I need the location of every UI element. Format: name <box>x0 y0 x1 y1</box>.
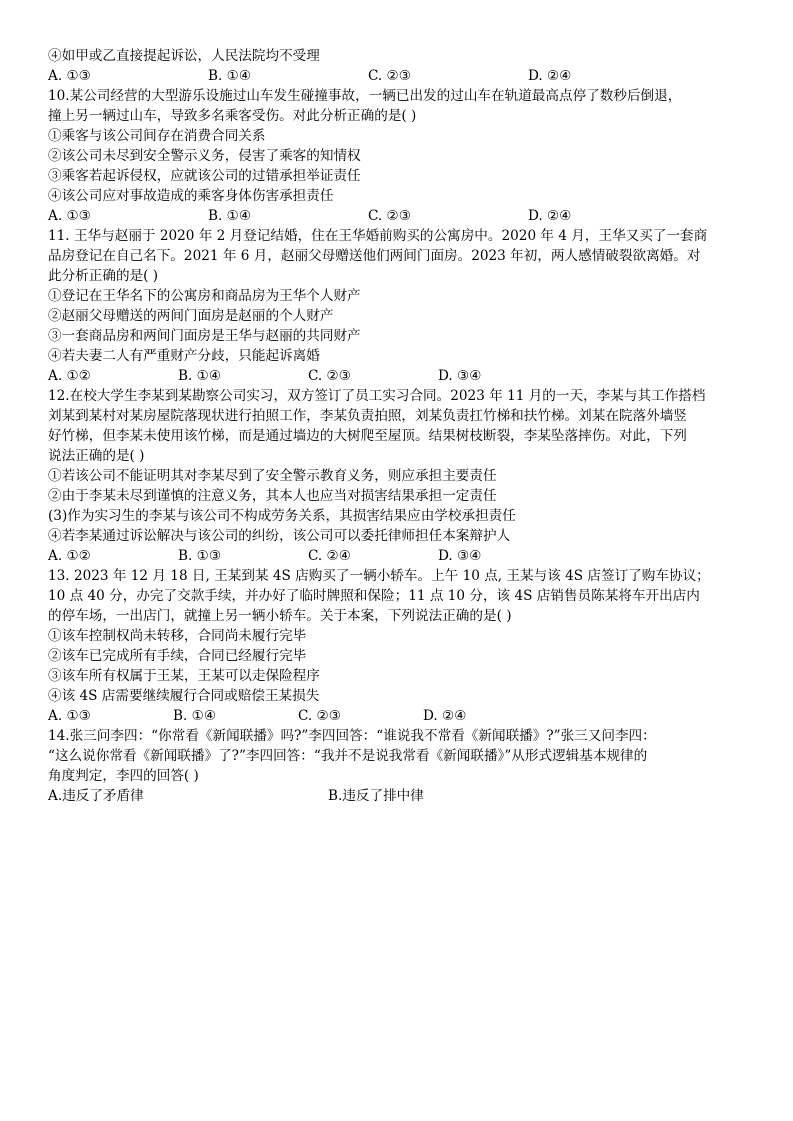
q9-option-a[interactable]: A. ①③ <box>48 68 91 84</box>
q13-options <box>48 706 748 726</box>
q13-stem-line: 的停车场，一出店门，就撞上另一辆小轿车。关于本案，下列说法正确的是( ) <box>48 608 512 624</box>
q11-item: ①登记在王华名下的公寓房和商品房为王华个人财产 <box>48 288 361 304</box>
q12-stem-line: 说法正确的是( ) <box>48 448 145 464</box>
q11-stem-line: 品房登记在自己名下。2021 年 6 月，赵丽父母赠送他们两间门面房。2023 年初，两人感情破裂欲离婚。对 <box>48 248 701 264</box>
q12-option-b[interactable]: B. ①③ <box>178 548 222 564</box>
q9-option-d[interactable]: D. ②④ <box>528 68 572 84</box>
q11-option-d[interactable]: D. ③④ <box>438 368 482 384</box>
q14-stem-line: “这么说你常看《新闻联播》了?”李四回答：“我并不是说我常看《新闻联播》”从形式逻辑基本规律的 <box>48 748 648 764</box>
q13-option-a[interactable]: A. ①③ <box>48 708 91 724</box>
q13-stem-line: 10 点 40 分，办完了交款手续，并办好了临时牌照和保险；11 点 10 分，该 4S 店销售员陈某将车开出店内 <box>48 588 700 604</box>
q10-item: ②该公司未尽到安全警示义务，侵害了乘客的知情权 <box>48 148 361 164</box>
q12-stem-line: 12.在校大学生李某到某勘察公司实习，双方签订了员工实习合同。2023 年 11 月的一天，李某与其工作搭档 <box>48 388 706 404</box>
q13-item: ④该 4S 店需要继续履行合同或赔偿王某损失 <box>48 688 320 704</box>
q14-option-a[interactable]: A.违反了矛盾律 <box>48 788 144 804</box>
q11-stem-line: 此分析正确的是( ) <box>48 268 159 284</box>
q9-option-b[interactable]: B. ①④ <box>208 68 252 84</box>
q10-stem-line: 10.某公司经营的大型游乐设施过山车发生碰撞事故，一辆已出发的过山车在轨道最高点停了数秒后倒退， <box>48 88 682 104</box>
q10-item: ①乘客与该公司间存在消费合同关系 <box>48 128 266 144</box>
q13-option-c[interactable]: C. ②③ <box>298 708 341 724</box>
q10-option-a[interactable]: A. ①③ <box>48 208 91 224</box>
q9-option-c[interactable]: C. ②③ <box>368 68 411 84</box>
q14-options <box>48 786 748 806</box>
q11-item: ③一套商品房和两间门面房是王华与赵丽的共同财产 <box>48 328 361 344</box>
q10-stem-line: 撞上另一辆过山车，导致多名乘客受伤。对此分析正确的是( ) <box>48 108 417 124</box>
q12-stem-line: 刘某到某村对某房屋院落现状进行拍照工作，李某负责拍照，刘某负责扛竹梯和扶竹梯。刘某在院落外墙竖 <box>48 408 687 424</box>
q13-option-d[interactable]: D. ②④ <box>423 708 467 724</box>
q13-stem-line: 13. 2023 年 12 月 18 日, 王某到某 4S 店购买了一辆小轿车。上午 10 点, 王某与该 4S 店签订了购车协议； <box>48 568 710 584</box>
q10-options <box>48 206 748 226</box>
q11-option-a[interactable]: A. ①② <box>48 368 91 384</box>
q12-options <box>48 546 748 566</box>
q9-options <box>48 66 748 86</box>
q12-option-d[interactable]: D. ③④ <box>438 548 482 564</box>
q14-stem-line: 角度判定，李四的回答( ) <box>48 768 199 784</box>
q13-option-b[interactable]: B. ①④ <box>173 708 217 724</box>
q12-item: (3)作为实习生的李某与该公司不构成劳务关系，其损害结果应由学校承担责任 <box>48 508 516 524</box>
q13-item: ③该车所有权属于王某，王某可以走保险程序 <box>48 668 320 684</box>
q9-item-4: ④如甲或乙直接提起诉讼，人民法院均不受理 <box>48 48 320 64</box>
q12-item: ④若李某通过诉讼解决与该公司的纠纷，该公司可以委托律师担任本案辩护人 <box>48 528 511 544</box>
q10-option-d[interactable]: D. ②④ <box>528 208 572 224</box>
q10-item: ③乘客若起诉侵权，应就该公司的过错承担举证责任 <box>48 168 361 184</box>
q12-option-c[interactable]: C. ②④ <box>308 548 351 564</box>
q10-option-c[interactable]: C. ②③ <box>368 208 411 224</box>
q12-option-a[interactable]: A. ①② <box>48 548 91 564</box>
q11-item: ④若夫妻二人有严重财产分歧，只能起诉离婚 <box>48 348 320 364</box>
q10-option-b[interactable]: B. ①④ <box>208 208 252 224</box>
q12-stem-line: 好竹梯，但李某未使用该竹梯，而是通过墙边的大树爬至屋顶。结果树枝断裂，李某坠落摔伤。对此，下列 <box>48 428 687 444</box>
q13-item: ①该车控制权尚未转移，合同尚未履行完毕 <box>48 628 307 644</box>
q11-item: ②赵丽父母赠送的两间门面房是赵丽的个人财产 <box>48 308 334 324</box>
q10-item: ④该公司应对事故造成的乘客身体伤害承担责任 <box>48 188 334 204</box>
exam-page <box>48 46 748 806</box>
q14-stem-line: 14.张三问李四：“你常看《新闻联播》吗?”李四回答：“谁说我不常看《新闻联播》?”张三又问李四： <box>48 728 656 744</box>
q11-options <box>48 366 748 386</box>
q11-option-b[interactable]: B. ①④ <box>178 368 222 384</box>
q14-option-b[interactable]: B.违反了排中律 <box>328 788 424 804</box>
q11-stem-line: 11. 王华与赵丽于 2020 年 2 月登记结婚，住在王华婚前购买的公寓房中。2020 年 4 月，王华又买了一套商 <box>48 228 708 244</box>
q12-item: ①若该公司不能证明其对李某尽到了安全警示教育义务，则应承担主要责任 <box>48 468 497 484</box>
q11-option-c[interactable]: C. ②③ <box>308 368 351 384</box>
q12-item: ②由于李某未尽到谨慎的注意义务，其本人也应当对损害结果承担一定责任 <box>48 488 497 504</box>
q13-item: ②该车已完成所有手续，合同已经履行完毕 <box>48 648 307 664</box>
